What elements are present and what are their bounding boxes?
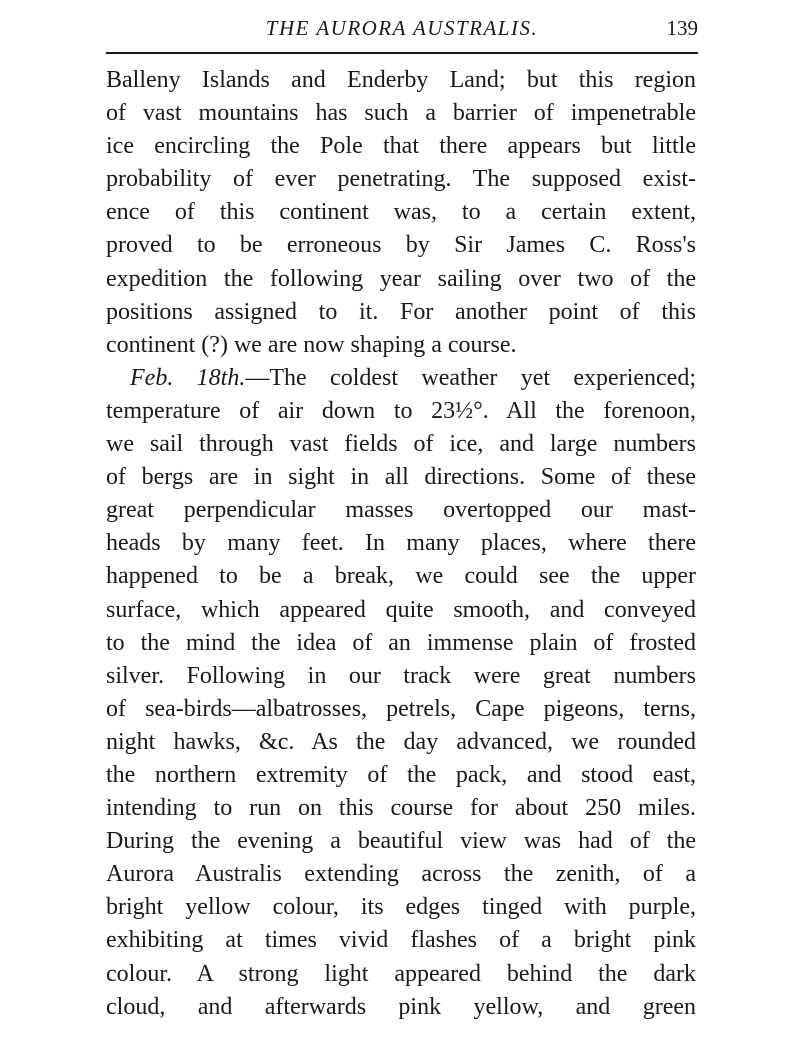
- text-line: exhibiting at times vivid flashes of a bright pink: [106, 927, 696, 954]
- text-line: Aurora Australis extending across the zenith, of a: [106, 861, 696, 888]
- text-line: [106, 362, 696, 395]
- text-line: Balleny Islands and Enderby Land; but this region: [106, 67, 696, 93]
- body-text: [106, 64, 696, 1024]
- running-head: [106, 16, 698, 46]
- running-title: THE AURORA AUSTRALIS.: [265, 16, 539, 40]
- text-line: the northern extremity of the pack, and stood east,: [106, 761, 696, 788]
- text-line: proved to be erroneous by Sir James C. Ross's: [106, 232, 696, 259]
- text-line: night hawks, &c. As the day advanced, we rounded: [106, 728, 696, 755]
- text-line: bright yellow colour, its edges tinged with purple,: [106, 894, 696, 921]
- text-line: ence of this continent was, to a certain extent,: [106, 199, 696, 226]
- text-line: positions assigned to it. For another point of this: [106, 298, 696, 325]
- text-line: expedition the following year sailing over two of the: [106, 265, 696, 292]
- text-line: silver. Following in our track were great numbers: [106, 662, 696, 689]
- entry-text: —The coldest weather yet experienced;: [245, 364, 696, 391]
- entry-date: Feb. 18th.: [130, 364, 246, 391]
- text-line: probability of ever penetrating. The supposed exist-: [106, 166, 696, 193]
- text-line: intending to run on this course for about 250 miles.: [106, 795, 696, 822]
- text-line: surface, which appeared quite smooth, and conveyed: [106, 596, 696, 623]
- text-line: cloud, and afterwards pink yellow, and green: [106, 993, 696, 1020]
- header-rule: [106, 52, 698, 54]
- text-line: heads by many feet. In many places, where there: [106, 530, 696, 557]
- text-line: of bergs are in sight in all directions. Some of these: [106, 464, 696, 491]
- text-line: colour. A strong light appeared behind the dark: [106, 960, 696, 987]
- page-number: 139: [666, 16, 698, 40]
- text-line: we sail through vast fields of ice, and large numbers: [106, 431, 696, 458]
- text-line: continent (?) we are now shaping a course.: [106, 331, 517, 358]
- text-line: of sea-birds—albatrosses, petrels, Cape pigeons, terns,: [106, 695, 696, 722]
- text-line: ice encircling the Pole that there appears but little: [106, 133, 696, 160]
- text-line: happened to be a break, we could see the upper: [106, 563, 696, 590]
- text-line: great perpendicular masses overtopped our mast-: [106, 497, 696, 524]
- text-line: of vast mountains has such a barrier of impenetrable: [106, 100, 696, 127]
- text-line: During the evening a beautiful view was had of the: [106, 828, 696, 855]
- text-line: to the mind the idea of an immense plain of frosted: [106, 629, 696, 656]
- text-line: temperature of air down to 23½°. All the forenoon,: [106, 397, 696, 424]
